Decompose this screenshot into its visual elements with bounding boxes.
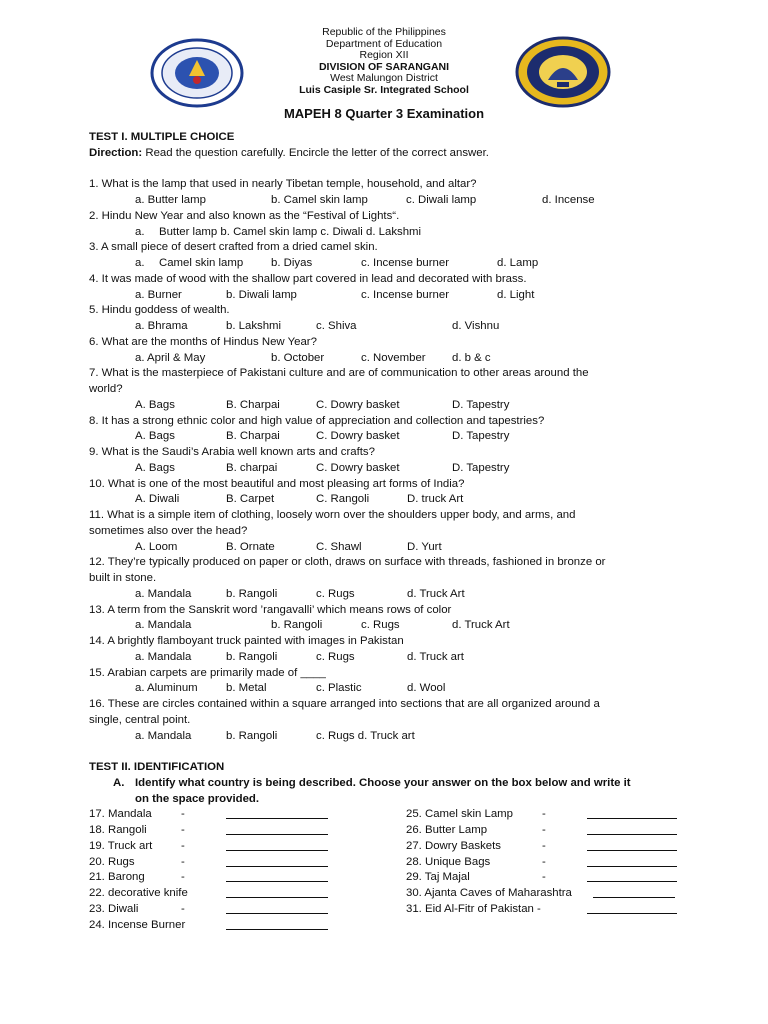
item-dash: - [542, 855, 546, 868]
option[interactable]: c. Rugs [316, 650, 355, 663]
item-label: 23. Diwali [89, 903, 139, 916]
answer-blank[interactable] [226, 807, 328, 819]
test1-direction [89, 146, 689, 162]
item-dash: - [181, 855, 185, 868]
item-label: 26. Butter Lamp [406, 824, 488, 837]
option[interactable]: c. Rugs [316, 587, 355, 600]
question-5: 5. Hindu goddess of wealth. [89, 304, 230, 317]
school-line: Luis Casiple Sr. Integrated School [299, 83, 469, 96]
option[interactable]: a. April & May [135, 351, 206, 364]
option[interactable]: b. Rangoli [271, 619, 323, 632]
question-11-line-2: sometimes also over the head? [89, 524, 248, 537]
item-label: 22. decorative knife [89, 887, 188, 900]
option[interactable]: d. Truck Art [452, 619, 510, 632]
option[interactable]: D. Tapestry [452, 461, 510, 474]
option[interactable]: D. Yurt [407, 540, 442, 553]
option[interactable]: Butter lamp b. Camel skin lamp c. Diwali d. Lakshmi [159, 225, 422, 238]
division-line: DIVISION OF SARANGANI [318, 60, 450, 73]
option[interactable]: A. Bags [135, 398, 175, 411]
item-label: 27. Dowry Baskets [406, 839, 501, 852]
option[interactable]: A. Diwali [135, 493, 180, 506]
answer-blank[interactable] [587, 839, 677, 851]
direction-label: Direction: [89, 146, 143, 159]
option[interactable]: d. Light [497, 288, 535, 301]
instruction-letter: A. [113, 776, 125, 789]
question-9: 9. What is the Saudi’s Arabia well known arts and crafts? [89, 446, 375, 458]
republic-line: Republic of the Philippines [322, 26, 446, 38]
option[interactable]: Camel skin lamp [159, 257, 244, 269]
item-label: 17. Mandala [89, 808, 152, 821]
option[interactable]: C. Shawl [316, 540, 362, 553]
answer-blank[interactable] [587, 855, 677, 867]
answer-blank[interactable] [226, 886, 328, 898]
identification-item [89, 807, 389, 823]
item-dash: - [181, 808, 185, 821]
item-label: 18. Rangoli [89, 824, 147, 837]
question-12-options [89, 587, 689, 603]
department-line: Department of Education [325, 37, 443, 50]
option[interactable]: b. Diwali lamp [226, 288, 297, 301]
option-letter[interactable]: a. [135, 257, 145, 269]
question-3-options [89, 256, 689, 272]
option[interactable]: b. October [271, 351, 325, 364]
item-label: 19. Truck art [89, 839, 153, 852]
option[interactable]: b. Lakshmi [226, 320, 282, 332]
identification-item [89, 918, 389, 934]
question-15-options [89, 681, 689, 697]
identification-item [89, 886, 389, 902]
question-11-options [89, 540, 689, 556]
option[interactable]: b. Rangoli [226, 729, 278, 742]
item-dash: - [542, 808, 546, 821]
identification-right-column [406, 807, 686, 918]
question-1-options [89, 193, 689, 209]
option[interactable]: a. Mandala [135, 729, 192, 742]
option[interactable]: d. Wool [407, 682, 446, 695]
option[interactable]: c. Incense burner [361, 288, 450, 301]
item-dash: - [181, 824, 185, 837]
exam-body [89, 130, 689, 935]
option[interactable]: d. Incense [542, 194, 595, 206]
question-6: 6. What are the months of Hindus New Year? [89, 335, 317, 348]
item-label: 29. Taj Majal [406, 871, 470, 884]
option[interactable]: A. Bags [135, 461, 175, 474]
item-label: 24. Incense Burner [89, 918, 186, 931]
identification-grid [89, 807, 689, 935]
question-3: 3. A small piece of desert crafted from a dried camel skin. [89, 241, 378, 254]
option[interactable]: b. Camel skin lamp [271, 194, 368, 206]
identification-left-column [89, 807, 389, 933]
question-12-line-2: built in stone. [89, 572, 157, 584]
test2-instruction-line-2 [89, 792, 689, 808]
answer-blank[interactable] [587, 823, 677, 835]
question-10: 10. What is one of the most beautiful and most pleasing art forms of India? [89, 477, 465, 490]
test2-heading: TEST II. IDENTIFICATION [89, 761, 225, 773]
question-1: 1. What is the lamp that used in nearly Tibetan temple, household, and altar? [89, 178, 477, 191]
answer-blank[interactable] [226, 902, 328, 914]
school-seal-logo [515, 36, 611, 108]
answer-blank[interactable] [587, 870, 677, 882]
option[interactable]: a. Mandala [135, 650, 192, 663]
letterhead [0, 24, 768, 94]
option[interactable]: D. truck Art [407, 493, 464, 506]
question-13-options [89, 618, 689, 634]
option[interactable]: a. Butter lamp [135, 194, 206, 206]
option[interactable]: c. Shiva [316, 320, 357, 332]
option[interactable]: b. Metal [226, 682, 267, 695]
question-4: 4. It was made of wood with the shallow part covered in lead and decorated with brass. [89, 272, 527, 285]
question-5-options [89, 319, 689, 335]
option[interactable]: C. Dowry basket [316, 461, 400, 474]
option[interactable]: b. Diyas [271, 257, 313, 269]
answer-blank[interactable] [226, 823, 328, 835]
identification-item [406, 870, 686, 886]
option[interactable]: c. Rugs [361, 619, 400, 632]
option[interactable]: A. Loom [135, 540, 178, 553]
option[interactable]: c. Rugs d. Truck art [316, 729, 415, 742]
identification-item [406, 807, 686, 823]
test2-instruction-line-1 [89, 776, 689, 792]
test1-heading: TEST I. MULTIPLE CHOICE [89, 131, 235, 143]
question-14: 14. A brightly flamboyant truck painted with images in Pakistan [89, 635, 404, 647]
identification-item [406, 839, 686, 855]
item-label: 28. Unique Bags [406, 855, 491, 868]
option[interactable]: B. Carpet [226, 493, 275, 506]
question-16-line-1: 16. These are circles contained within a square arranged into sections that are all organized around a [89, 698, 600, 710]
option[interactable]: b. Rangoli [226, 650, 278, 663]
option[interactable]: a. Mandala [135, 619, 192, 632]
item-label: 25. Camel skin Lamp [406, 808, 513, 821]
question-8-options [89, 429, 689, 445]
option[interactable]: a. Bhrama [135, 320, 188, 332]
option[interactable]: D. Tapestry [452, 430, 510, 443]
option[interactable]: B. Charpai [226, 398, 280, 411]
option[interactable]: c. Incense burner [361, 257, 450, 269]
question-7-line-2: world? [89, 383, 123, 395]
option-letter[interactable]: a. [135, 225, 145, 238]
question-16-line-2: single, central point. [89, 713, 191, 726]
option[interactable]: A. Bags [135, 430, 175, 443]
item-label: 21. Barong [89, 871, 145, 884]
identification-item [89, 902, 389, 918]
question-4-options [89, 288, 689, 304]
identification-item [89, 855, 389, 871]
district-line: West Malungon District [330, 72, 438, 85]
identification-item [406, 823, 686, 839]
item-label: 30. Ajanta Caves of Maharashtra [406, 887, 572, 900]
answer-blank[interactable] [226, 870, 328, 882]
question-2: 2. Hindu New Year and also known as the “Festival of Lights“. [89, 209, 400, 222]
option[interactable]: d. Vishnu [452, 320, 500, 332]
item-dash: - [542, 839, 546, 852]
answer-blank[interactable] [226, 918, 328, 930]
option[interactable]: C. Rangoli [316, 493, 370, 506]
letterhead-text [250, 27, 518, 97]
item-label: 31. Eid Al-Fitr of Pakistan - [406, 903, 541, 916]
option[interactable]: c. November [361, 351, 426, 364]
question-7-options [89, 398, 689, 414]
option[interactable]: D. Tapestry [452, 398, 510, 411]
instruction-text: Identify what country is being described. Choose your answer on the box below and write it [135, 776, 631, 789]
identification-item [89, 839, 389, 855]
item-dash: - [542, 824, 546, 837]
deped-seal-logo [150, 38, 244, 108]
question-7-line-1: 7. What is the masterpiece of Pakistani culture and are of communication to other areas around the [89, 367, 589, 380]
identification-item [89, 823, 389, 839]
question-15: 15. Arabian carpets are primarily made of ____ [89, 666, 326, 679]
question-13: 13. A term from the Sanskrit word ’rangavalli’ which means rows of color [89, 603, 452, 616]
option[interactable]: b. Rangoli [226, 587, 278, 600]
instruction-text: on the space provided. [135, 792, 260, 805]
question-10-options [89, 492, 689, 508]
answer-blank[interactable] [587, 902, 677, 914]
option[interactable]: B. charpai [226, 461, 278, 474]
option[interactable]: d. b & c [452, 351, 491, 364]
identification-item [406, 902, 686, 918]
item-dash: - [181, 871, 185, 884]
option[interactable]: B. Charpai [226, 430, 280, 443]
answer-blank[interactable] [593, 886, 675, 898]
question-14-options [89, 650, 689, 666]
answer-blank[interactable] [226, 855, 328, 867]
exam-title: MAPEH 8 Quarter 3 Examination [283, 106, 485, 121]
identification-item [406, 855, 686, 871]
question-12-line-1: 12. They’re typically produced on paper or cloth, draws on surface with threads, fashioned in bronze or [89, 556, 606, 569]
question-8: 8. It has a strong ethnic color and high value of appreciation and collection and tapestries? [89, 414, 545, 427]
option[interactable]: C. Dowry basket [316, 430, 400, 443]
region-line: Region XII [359, 49, 409, 62]
item-dash: - [181, 903, 185, 916]
item-dash: - [181, 839, 185, 852]
question-11-line-1: 11. What is a simple item of clothing, loosely worn over the shoulders upper body, and arms, and [89, 509, 576, 521]
option[interactable]: B. Ornate [226, 540, 275, 553]
answer-blank[interactable] [226, 839, 328, 851]
question-2-options [89, 225, 689, 241]
question-6-options [89, 351, 689, 367]
option[interactable]: d. Lamp [497, 257, 539, 269]
option[interactable]: a. Burner [135, 288, 182, 301]
question-16-options [89, 729, 689, 745]
option[interactable]: c. Plastic [316, 682, 362, 695]
identification-item [406, 886, 686, 902]
option[interactable]: a. Aluminum [135, 682, 198, 695]
option[interactable]: d. Truck art [407, 650, 464, 663]
identification-item [89, 870, 389, 886]
item-dash: - [542, 871, 546, 884]
option[interactable]: d. Truck Art [407, 587, 465, 600]
question-9-options [89, 461, 689, 477]
option[interactable]: c. Diwali lamp [406, 194, 477, 206]
direction-text: Read the question carefully. Encircle the letter of the correct answer. [142, 146, 489, 159]
answer-blank[interactable] [587, 807, 677, 819]
item-label: 20. Rugs [89, 855, 135, 868]
option[interactable]: C. Dowry basket [316, 398, 400, 411]
option[interactable]: a. Mandala [135, 587, 192, 600]
